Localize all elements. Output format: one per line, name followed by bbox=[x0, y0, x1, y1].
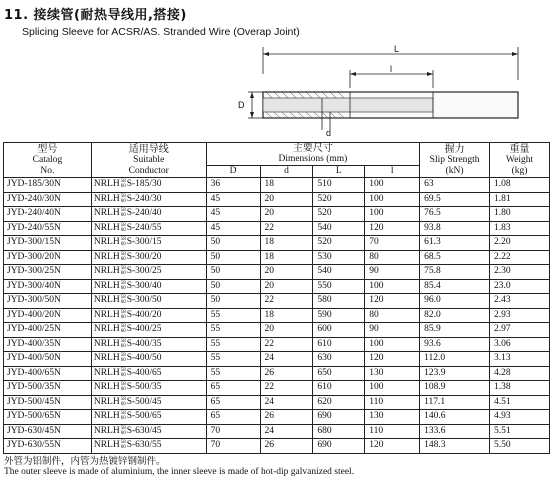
conductor-spec: S-400/25 bbox=[126, 324, 162, 335]
conductor-spec: S-300/20 bbox=[126, 251, 162, 262]
sub-header-D: D bbox=[206, 166, 260, 178]
conductor-spec: S-240/30 bbox=[126, 193, 162, 204]
conductor-stack: 58 60 bbox=[120, 208, 126, 219]
conductor-spec: S-400/50 bbox=[126, 353, 162, 364]
catalog-cell: JYD-400/65N bbox=[4, 366, 92, 381]
conductor-prefix: NRLH bbox=[93, 425, 120, 436]
conductor-cell bbox=[91, 207, 206, 222]
dim-l-cell: 100 bbox=[365, 337, 420, 352]
conductor-spec: S-500/35 bbox=[126, 382, 162, 393]
dim-l-cell: 70 bbox=[365, 236, 420, 251]
dim-L-label: L bbox=[394, 44, 400, 54]
weight-header: 重量 Weight (kg) bbox=[490, 143, 550, 178]
catalog-cell: JYD-630/45N bbox=[4, 424, 92, 439]
dim-D-cell: 45 bbox=[206, 221, 260, 236]
dim-D-cell: 55 bbox=[206, 352, 260, 367]
conductor-prefix: NRLH bbox=[93, 295, 120, 306]
table-row bbox=[4, 236, 550, 251]
dim-L-cell: 610 bbox=[313, 381, 365, 396]
dim-l-cell: 120 bbox=[365, 352, 420, 367]
conductor-prefix: NRLH bbox=[93, 324, 120, 335]
conductor-stack: 58 60 bbox=[120, 425, 126, 436]
sleeve-diagram bbox=[218, 42, 538, 138]
conductor-prefix: NRLH bbox=[93, 338, 120, 349]
conductor-stack: 58 60 bbox=[120, 251, 126, 262]
table-row bbox=[4, 221, 550, 236]
weight-cell: 2.30 bbox=[490, 265, 550, 280]
conductor-cell bbox=[91, 308, 206, 323]
conductor-cell bbox=[91, 395, 206, 410]
dim-d-cell: 26 bbox=[260, 439, 313, 454]
dim-d-cell: 18 bbox=[260, 178, 313, 193]
dim-D-cell: 50 bbox=[206, 236, 260, 251]
catalog-cell: JYD-400/25N bbox=[4, 323, 92, 338]
conductor-prefix: NRLH bbox=[93, 440, 120, 451]
dimensions-header: 主要尺寸 Dimensions (mm) bbox=[206, 143, 420, 166]
slip-cell: 61.3 bbox=[420, 236, 490, 251]
dim-l-cell: 80 bbox=[365, 308, 420, 323]
dim-l-cell: 130 bbox=[365, 410, 420, 425]
conductor-spec: S-630/45 bbox=[126, 425, 162, 436]
table-row bbox=[4, 279, 550, 294]
dim-D-cell: 36 bbox=[206, 178, 260, 193]
table-row bbox=[4, 294, 550, 309]
dim-D-label: D bbox=[238, 100, 245, 110]
dim-D-cell: 65 bbox=[206, 381, 260, 396]
dim-D-cell: 70 bbox=[206, 439, 260, 454]
dim-L-cell: 610 bbox=[313, 337, 365, 352]
conductor-spec: S-400/35 bbox=[126, 338, 162, 349]
dim-L-cell: 510 bbox=[313, 178, 365, 193]
slip-cell: 93.6 bbox=[420, 337, 490, 352]
dim-d-cell: 18 bbox=[260, 236, 313, 251]
dim-L-cell: 590 bbox=[313, 308, 365, 323]
conductor-cell bbox=[91, 410, 206, 425]
conductor-cell bbox=[91, 294, 206, 309]
conductor-cell bbox=[91, 192, 206, 207]
table-row bbox=[4, 410, 550, 425]
conductor-prefix: NRLH bbox=[93, 411, 120, 422]
dim-d-cell: 20 bbox=[260, 279, 313, 294]
weight-cell: 23.0 bbox=[490, 279, 550, 294]
dim-l-cell: 120 bbox=[365, 221, 420, 236]
dim-L-cell: 680 bbox=[313, 424, 365, 439]
dim-L-cell: 690 bbox=[313, 439, 365, 454]
weight-cell: 2.20 bbox=[490, 236, 550, 251]
dim-D-cell: 65 bbox=[206, 395, 260, 410]
specification-table bbox=[3, 142, 550, 454]
catalog-cell: JYD-400/20N bbox=[4, 308, 92, 323]
dim-l-cell: 120 bbox=[365, 294, 420, 309]
sub-header-l: l bbox=[365, 166, 420, 178]
conductor-stack: 58 60 bbox=[120, 295, 126, 306]
dim-D-cell: 45 bbox=[206, 192, 260, 207]
dim-d-cell: 18 bbox=[260, 250, 313, 265]
dim-D-cell: 50 bbox=[206, 265, 260, 280]
catalog-cell: JYD-500/65N bbox=[4, 410, 92, 425]
dim-d-cell: 22 bbox=[260, 381, 313, 396]
slip-cell: 69.5 bbox=[420, 192, 490, 207]
dim-l-cell: 90 bbox=[365, 323, 420, 338]
catalog-cell: JYD-240/30N bbox=[4, 192, 92, 207]
table-row bbox=[4, 178, 550, 193]
dim-l-cell: 100 bbox=[365, 207, 420, 222]
sub-header-d: d bbox=[260, 166, 313, 178]
dim-L-cell: 520 bbox=[313, 236, 365, 251]
dim-d-cell: 20 bbox=[260, 207, 313, 222]
conductor-prefix: NRLH bbox=[93, 396, 120, 407]
conductor-spec: S-500/65 bbox=[126, 411, 162, 422]
conductor-prefix: NRLH bbox=[93, 382, 120, 393]
conductor-cell bbox=[91, 439, 206, 454]
slip-cell: 108.9 bbox=[420, 381, 490, 396]
conductor-spec: S-630/55 bbox=[126, 440, 162, 451]
weight-cell: 2.97 bbox=[490, 323, 550, 338]
note-english: The outer sleeve is made of aluminium, the inner sleeve is made of hot-dip galvanized steel. bbox=[4, 467, 355, 477]
slip-cell: 68.5 bbox=[420, 250, 490, 265]
dim-D-cell: 70 bbox=[206, 424, 260, 439]
weight-cell: 1.08 bbox=[490, 178, 550, 193]
slip-cell: 148.3 bbox=[420, 439, 490, 454]
dim-d-cell: 20 bbox=[260, 323, 313, 338]
slip-cell: 76.5 bbox=[420, 207, 490, 222]
table-row bbox=[4, 265, 550, 280]
sub-header-L: L bbox=[313, 166, 365, 178]
dim-l-cell: 120 bbox=[365, 439, 420, 454]
conductor-cell bbox=[91, 250, 206, 265]
dim-l-cell: 110 bbox=[365, 395, 420, 410]
table-row bbox=[4, 424, 550, 439]
table-row bbox=[4, 323, 550, 338]
conductor-prefix: NRLH bbox=[93, 251, 120, 262]
conductor-stack: 58 60 bbox=[120, 280, 126, 291]
conductor-prefix: NRLH bbox=[93, 266, 120, 277]
dim-l-cell: 100 bbox=[365, 178, 420, 193]
dim-L-cell: 630 bbox=[313, 352, 365, 367]
conductor-cell bbox=[91, 381, 206, 396]
catalog-cell: JYD-240/55N bbox=[4, 221, 92, 236]
slip-cell: 133.6 bbox=[420, 424, 490, 439]
conductor-prefix: NRLH bbox=[93, 367, 120, 378]
dim-l-cell: 100 bbox=[365, 192, 420, 207]
slip-cell: 117.1 bbox=[420, 395, 490, 410]
dim-D-cell: 55 bbox=[206, 366, 260, 381]
conductor-stack: 58 60 bbox=[120, 193, 126, 204]
dim-D-cell: 55 bbox=[206, 337, 260, 352]
catalog-cell: JYD-630/55N bbox=[4, 439, 92, 454]
conductor-cell bbox=[91, 352, 206, 367]
conductor-prefix: NRLH bbox=[93, 208, 120, 219]
conductor-stack: 58 60 bbox=[120, 324, 126, 335]
slip-cell: 82.0 bbox=[420, 308, 490, 323]
dim-l-cell: 80 bbox=[365, 250, 420, 265]
dim-l-label: l bbox=[390, 64, 392, 74]
table-row bbox=[4, 439, 550, 454]
section-subheading: Splicing Sleeve for ACSR/AS. Stranded Wire (Overap Joint) bbox=[22, 26, 300, 38]
conductor-spec: S-300/25 bbox=[126, 266, 162, 277]
conductor-stack: 58 60 bbox=[120, 309, 126, 320]
conductor-cell bbox=[91, 424, 206, 439]
slip-cell: 85.9 bbox=[420, 323, 490, 338]
conductor-spec: S-300/50 bbox=[126, 295, 162, 306]
dim-L-cell: 690 bbox=[313, 410, 365, 425]
dim-d-cell: 26 bbox=[260, 410, 313, 425]
conductor-stack: 58 60 bbox=[120, 237, 126, 248]
dim-D-cell: 55 bbox=[206, 323, 260, 338]
table-row bbox=[4, 352, 550, 367]
slip-cell: 112.0 bbox=[420, 352, 490, 367]
conductor-stack: 58 60 bbox=[120, 367, 126, 378]
weight-cell: 4.51 bbox=[490, 395, 550, 410]
conductor-spec: S-400/20 bbox=[126, 309, 162, 320]
dim-d-cell: 18 bbox=[260, 308, 313, 323]
weight-cell: 2.43 bbox=[490, 294, 550, 309]
dim-l-cell: 90 bbox=[365, 265, 420, 280]
conductor-stack: 58 60 bbox=[120, 411, 126, 422]
table-row bbox=[4, 207, 550, 222]
dim-d-cell: 26 bbox=[260, 366, 313, 381]
conductor-stack: 58 60 bbox=[120, 382, 126, 393]
conductor-prefix: NRLH bbox=[93, 193, 120, 204]
slip-cell: 63 bbox=[420, 178, 490, 193]
conductor-stack: 58 60 bbox=[120, 396, 126, 407]
dim-L-cell: 520 bbox=[313, 207, 365, 222]
dim-L-cell: 620 bbox=[313, 395, 365, 410]
dim-d-label: d bbox=[326, 128, 332, 138]
dim-L-cell: 540 bbox=[313, 221, 365, 236]
slip-cell: 93.8 bbox=[420, 221, 490, 236]
weight-cell: 1.80 bbox=[490, 207, 550, 222]
dim-D-cell: 50 bbox=[206, 279, 260, 294]
conductor-prefix: NRLH bbox=[93, 237, 120, 248]
table-row bbox=[4, 337, 550, 352]
conductor-prefix: NRLH bbox=[93, 280, 120, 291]
conductor-spec: S-240/55 bbox=[126, 222, 162, 233]
conductor-spec: S-400/65 bbox=[126, 367, 162, 378]
dim-l-cell: 130 bbox=[365, 366, 420, 381]
conductor-stack: 58 60 bbox=[120, 266, 126, 277]
slip-cell: 75.8 bbox=[420, 265, 490, 280]
dim-l-cell: 110 bbox=[365, 424, 420, 439]
dim-L-cell: 520 bbox=[313, 192, 365, 207]
table-row bbox=[4, 395, 550, 410]
conductor-spec: S-500/45 bbox=[126, 396, 162, 407]
weight-cell: 3.13 bbox=[490, 352, 550, 367]
catalog-cell: JYD-500/35N bbox=[4, 381, 92, 396]
conductor-cell bbox=[91, 236, 206, 251]
conductor-cell bbox=[91, 279, 206, 294]
catalog-cell: JYD-300/50N bbox=[4, 294, 92, 309]
dim-l-cell: 100 bbox=[365, 279, 420, 294]
dim-D-cell: 45 bbox=[206, 207, 260, 222]
dim-d-cell: 20 bbox=[260, 192, 313, 207]
weight-cell: 5.50 bbox=[490, 439, 550, 454]
catalog-cell: JYD-400/35N bbox=[4, 337, 92, 352]
weight-cell: 4.93 bbox=[490, 410, 550, 425]
weight-cell: 1.81 bbox=[490, 192, 550, 207]
slip-cell: 96.0 bbox=[420, 294, 490, 309]
conductor-prefix: NRLH bbox=[93, 179, 120, 190]
note-chinese: 外管为铝制件，内管为热镀锌钢制件。 bbox=[4, 456, 166, 467]
conductor-prefix: NRLH bbox=[93, 222, 120, 233]
dim-l-cell: 100 bbox=[365, 381, 420, 396]
slip-cell: 85.4 bbox=[420, 279, 490, 294]
weight-cell: 1.38 bbox=[490, 381, 550, 396]
weight-cell: 5.51 bbox=[490, 424, 550, 439]
dim-d-cell: 24 bbox=[260, 424, 313, 439]
conductor-cell bbox=[91, 337, 206, 352]
conductor-stack: 58 60 bbox=[120, 440, 126, 451]
dim-D-cell: 50 bbox=[206, 250, 260, 265]
slip-cell: 123.9 bbox=[420, 366, 490, 381]
table-row bbox=[4, 250, 550, 265]
conductor-stack: 58 60 bbox=[120, 338, 126, 349]
dim-L-cell: 580 bbox=[313, 294, 365, 309]
conductor-spec: S-300/15 bbox=[126, 237, 162, 248]
conductor-cell bbox=[91, 221, 206, 236]
table-row bbox=[4, 192, 550, 207]
table-body bbox=[4, 178, 550, 454]
catalog-cell: JYD-300/25N bbox=[4, 265, 92, 280]
conductor-prefix: NRLH bbox=[93, 309, 120, 320]
slip-header: 握力 Slip Strength (kN) bbox=[420, 143, 490, 178]
conductor-cell bbox=[91, 178, 206, 193]
dim-d-cell: 24 bbox=[260, 395, 313, 410]
conductor-stack: 58 60 bbox=[120, 353, 126, 364]
catalog-cell: JYD-300/40N bbox=[4, 279, 92, 294]
section-heading: 11. 接续管(耐热导线用,搭接) bbox=[4, 8, 187, 23]
catalog-cell: JYD-500/45N bbox=[4, 395, 92, 410]
conductor-spec: S-240/40 bbox=[126, 208, 162, 219]
weight-cell: 2.22 bbox=[490, 250, 550, 265]
dim-d-cell: 22 bbox=[260, 337, 313, 352]
dim-d-cell: 22 bbox=[260, 294, 313, 309]
catalog-cell: JYD-185/30N bbox=[4, 178, 92, 193]
dim-D-cell: 65 bbox=[206, 410, 260, 425]
table-row bbox=[4, 381, 550, 396]
conductor-prefix: NRLH bbox=[93, 353, 120, 364]
catalog-cell: JYD-400/50N bbox=[4, 352, 92, 367]
dim-L-cell: 600 bbox=[313, 323, 365, 338]
dim-d-cell: 20 bbox=[260, 265, 313, 280]
catalog-cell: JYD-300/20N bbox=[4, 250, 92, 265]
conductor-stack: 58 60 bbox=[120, 222, 126, 233]
weight-cell: 3.06 bbox=[490, 337, 550, 352]
weight-cell: 4.28 bbox=[490, 366, 550, 381]
conductor-stack: 58 60 bbox=[120, 179, 126, 190]
catalog-header: 型号 Catalog No. bbox=[4, 143, 92, 178]
conductor-header: 适用导线 Suitable Conductor bbox=[91, 143, 206, 178]
dim-L-cell: 650 bbox=[313, 366, 365, 381]
dim-d-cell: 24 bbox=[260, 352, 313, 367]
conductor-cell bbox=[91, 323, 206, 338]
catalog-cell: JYD-240/40N bbox=[4, 207, 92, 222]
dim-L-cell: 550 bbox=[313, 279, 365, 294]
dim-L-cell: 530 bbox=[313, 250, 365, 265]
weight-cell: 1.83 bbox=[490, 221, 550, 236]
conductor-spec: S-185/30 bbox=[126, 179, 162, 190]
catalog-cell: JYD-300/15N bbox=[4, 236, 92, 251]
dim-D-cell: 55 bbox=[206, 308, 260, 323]
weight-cell: 2.93 bbox=[490, 308, 550, 323]
slip-cell: 140.6 bbox=[420, 410, 490, 425]
table-row bbox=[4, 308, 550, 323]
conductor-cell bbox=[91, 265, 206, 280]
dim-L-cell: 540 bbox=[313, 265, 365, 280]
dim-d-cell: 22 bbox=[260, 221, 313, 236]
table-row bbox=[4, 366, 550, 381]
conductor-cell bbox=[91, 366, 206, 381]
conductor-spec: S-300/40 bbox=[126, 280, 162, 291]
dim-D-cell: 50 bbox=[206, 294, 260, 309]
